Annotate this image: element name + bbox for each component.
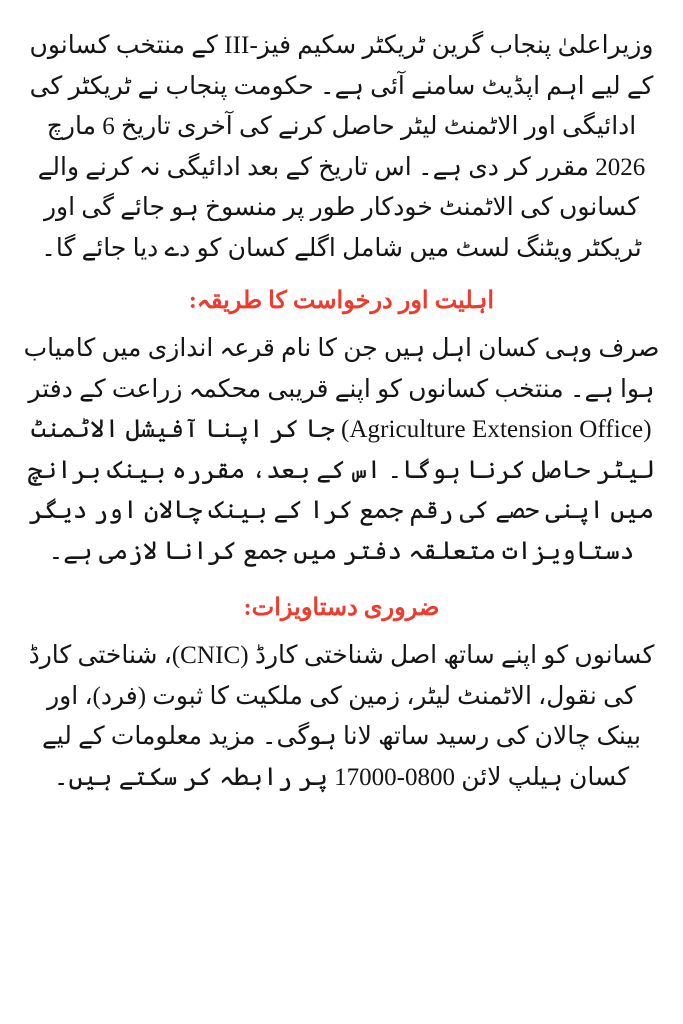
- heading-eligibility-and-application-method: اہلیت اور درخواست کا طریقہ:: [188, 288, 495, 314]
- paragraph-scheme-update: وزیراعلیٰ پنجاب گرین ٹریکٹر سکیم فیز-III کے منتخب کسانوں کے لیے اہم اپڈیٹ سامنے آئی ہے۔ حکومت پنجاب نے ٹریکٹر کی ادائیگی اور الاٹمنٹ لیٹر حاصل کرنے کی آخری تاریخ 6 مارچ 2026 مقرر کر دی ہے۔ اس تاریخ کے بعد ادائیگی نہ کرنے والے کسانوں کی الاٹمنٹ خودکار طور پر منسوخ ہو جائے گی اور ٹریکٹر ویٹنگ لسٹ میں شامل اگلے کسان کو دے دیا جائے گا۔: [29, 32, 654, 262]
- heading-required-documents: ضروری دستاویزات:: [243, 595, 440, 621]
- paragraph-required-documents-details: کسانوں کو اپنے ساتھ اصل شناختی کارڈ (CNIC)، شناختی کارڈ کی نقول، الاٹمنٹ لیٹر، زمین کی ملکیت کا ثبوت (فرد)، اور بینک چالان کی رسید ساتھ لانا ہوگی۔ مزید معلومات کے لیے کسان ہیلپ لائن 0800-17000 پر رابطہ کر سکتے ہیں۔: [28, 642, 655, 791]
- paragraph-eligibility-details: صرف وہی کسان اہل ہیں جن کا نام قرعہ اندازی میں کامیاب ہوا ہے۔ منتخب کسانوں کو اپنے قریبی محکمہ زراعت کے دفتر (Agriculture Extension Office) جا کر اپنا آفیشل الاٹمنٹ لیٹر حاصل کرنا ہوگا۔ اس کے بعد، مقررہ بینک برانچ میں اپنی حصے کی رقم جمع کرا کے بینک چالان اور دیگر دستاویزات متعلقہ دفتر میں جمع کرانا لازمی ہے۔: [23, 335, 660, 565]
